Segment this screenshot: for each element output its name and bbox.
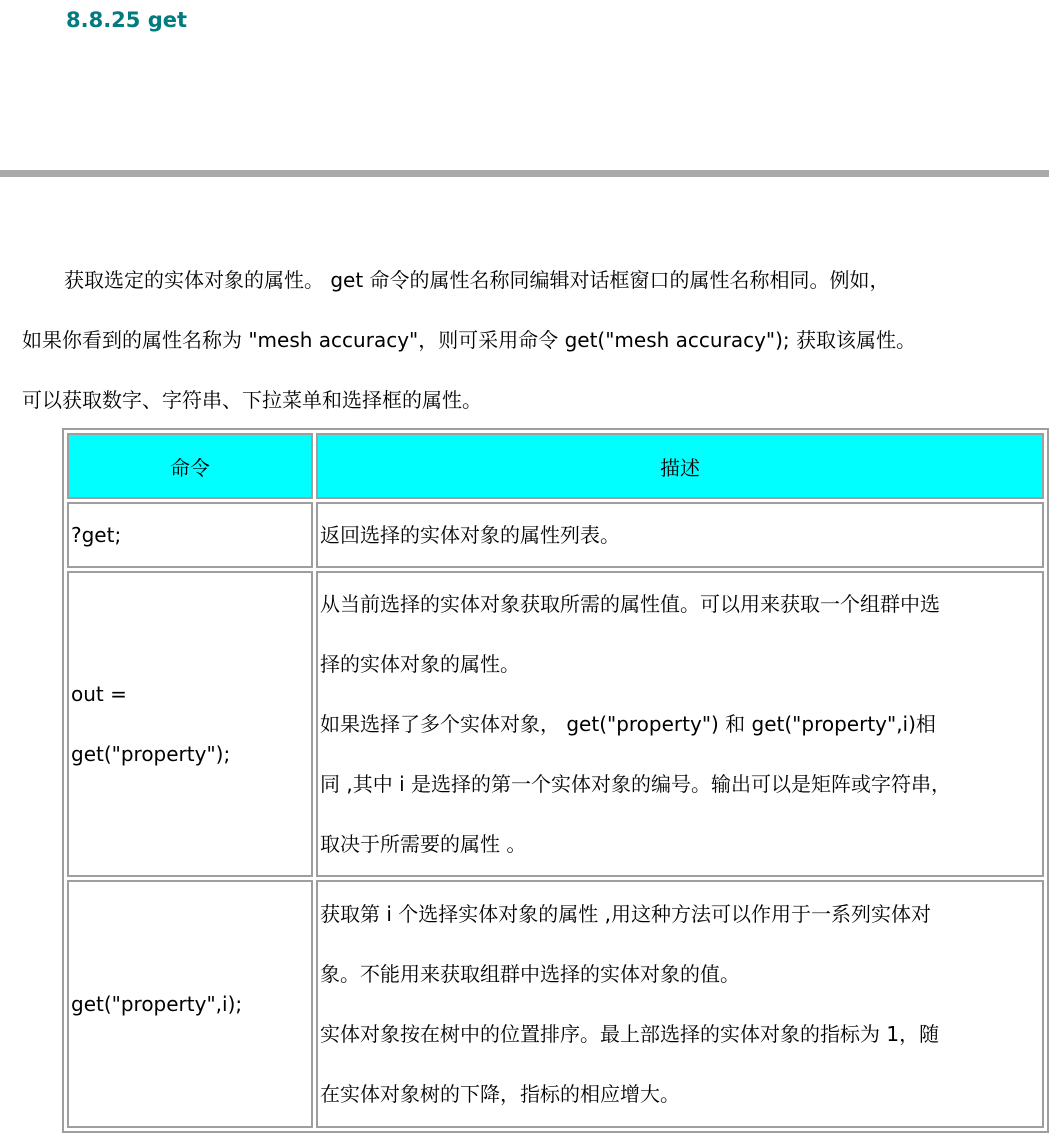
section-heading: 8.8.25 get [66, 8, 188, 32]
description-cell [316, 502, 1044, 568]
intro-paragraph [22, 250, 1042, 430]
description-cell [316, 880, 1044, 1128]
command-table [62, 428, 1049, 1133]
description-text: 如果选择了多个实体对象， get("property") 和 get("property",i)相 [320, 712, 936, 736]
header-command: 命令 [67, 433, 313, 499]
command-text: out = [71, 682, 127, 706]
description-text: 象。不能用来获取组群中选择的实体对象的值。 [320, 962, 740, 986]
table-header-row [67, 433, 1044, 499]
command-cell [67, 502, 313, 568]
description-cell [316, 571, 1044, 877]
table-row [67, 502, 1044, 568]
description-text: 实体对象按在树中的位置排序。最上部选择的实体对象的指标为 1，随 [320, 1022, 940, 1046]
header-description: 描述 [316, 433, 1044, 499]
description-text: 返回选择的实体对象的属性列表。 [320, 523, 620, 547]
table-row [67, 571, 1044, 877]
description-text: 从当前选择的实体对象获取所需的属性值。可以用来获取一个组群中选 [320, 592, 940, 616]
description-text: 在实体对象树的下降，指标的相应增大。 [320, 1082, 680, 1106]
intro-line: 可以获取数字、字符串、下拉菜单和选择框的属性。 [22, 388, 482, 412]
command-cell [67, 571, 313, 877]
description-text: 取决于所需要的属性 。 [320, 832, 527, 856]
command-text: get("property"); [71, 742, 231, 766]
command-text: get("property",i); [71, 992, 243, 1016]
horizontal-rule [0, 170, 1049, 177]
intro-line: 如果你看到的属性名称为 "mesh accuracy"，则可采用命令 get("mesh accuracy"); 获取该属性。 [22, 328, 917, 352]
command-text: ?get; [71, 523, 122, 547]
command-cell [67, 880, 313, 1128]
table-row [67, 880, 1044, 1128]
description-text: 获取第 i 个选择实体对象的属性 ,用这种方法可以作用于一系列实体对 [320, 902, 931, 926]
description-text: 同 ,其中 i 是选择的第一个实体对象的编号。输出可以是矩阵或字符串， [320, 772, 951, 796]
description-text: 择的实体对象的属性。 [320, 652, 520, 676]
intro-line: 获取选定的实体对象的属性。 get 命令的属性名称同编辑对话框窗口的属性名称相同。例如， [64, 268, 890, 292]
